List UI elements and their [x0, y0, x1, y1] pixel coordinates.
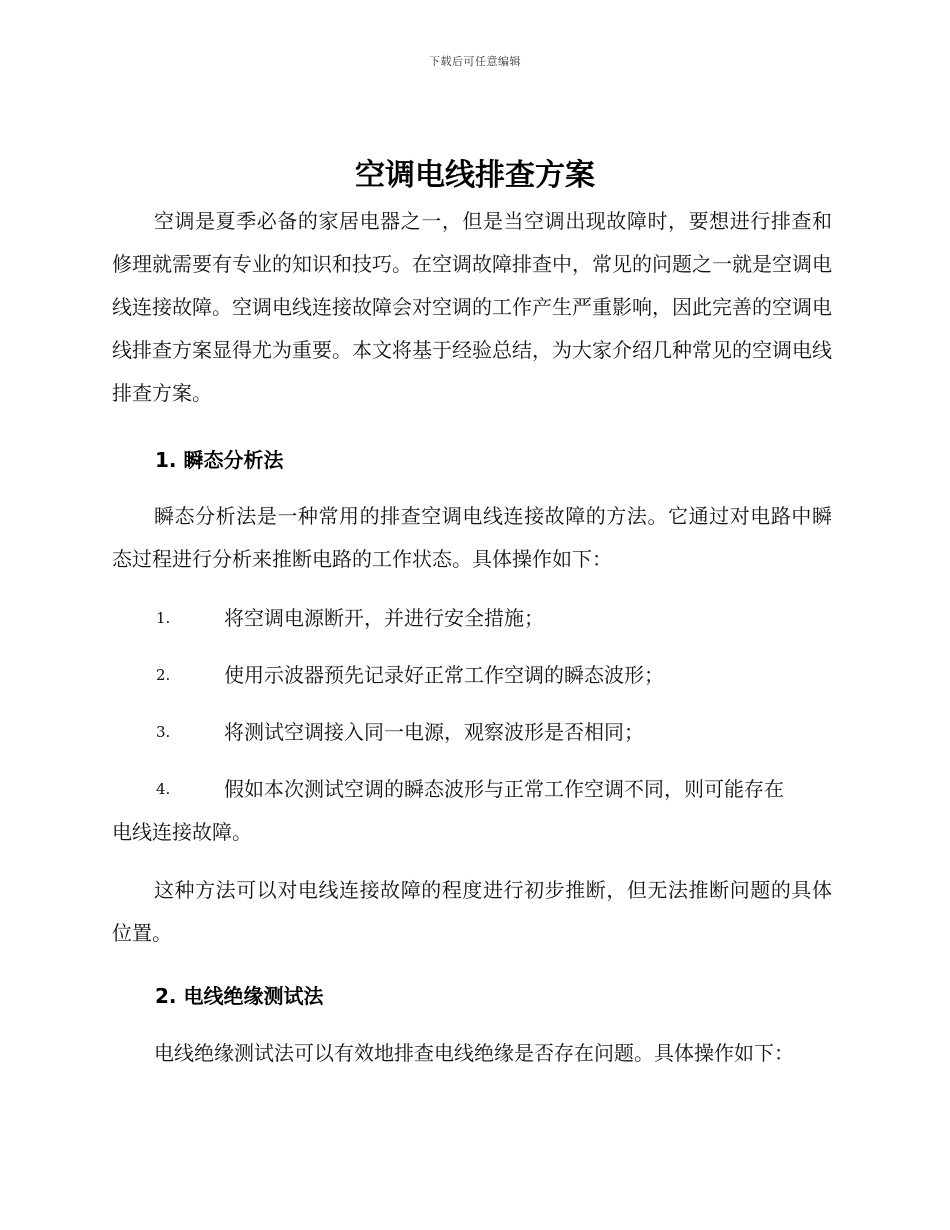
intro-paragraph: 空调是夏季必备的家居电器之一，但是当空调出现故障时，要想进行排查和修理就需要有专业的知识和技巧。在空调故障排查中，常见的问题之一就是空调电线连接故障。空调电线连接故障会对空调的工作产生严重影响，因此完善的空调电线排查方案显得尤为重要。本文将基于经验总结，为大家介绍几种常见的空调电线排查方案。 [112, 209, 832, 405]
transient-analysis-paragraph: 瞬态分析法是一种常用的排查空调电线连接故障的方法。它通过对电路中瞬态过程进行分析来推断电路的工作状态。具体操作如下： [112, 504, 832, 571]
list-item [112, 597, 832, 640]
section-heading-insulation-test: 2. 电线绝缘测试法 [155, 984, 324, 1008]
list-item-text: 将测试空调接入同一电源，观察波形是否相同； [224, 720, 644, 744]
list-item [112, 768, 832, 854]
list-number: 2. [156, 666, 171, 684]
list-number: 1. [156, 609, 171, 627]
section-heading-transient-analysis: 1. 瞬态分析法 [155, 448, 284, 472]
transient-analysis-conclusion: 这种方法可以对电线连接故障的程度进行初步推断，但无法推断问题的具体位置。 [112, 878, 832, 945]
list-item-text: 使用示波器预先记录好正常工作空调的瞬态波形； [224, 663, 664, 687]
insulation-test-paragraph: 电线绝缘测试法可以有效地排查电线绝缘是否存在问题。具体操作如下： [154, 1041, 794, 1065]
list-item-text-line2: 电线连接故障。 [112, 820, 252, 844]
list-item [112, 654, 832, 697]
list-number: 4. [156, 780, 171, 798]
page-header: 下载后可任意编辑 [429, 55, 521, 68]
document-title: 空调电线排查方案 [355, 158, 595, 193]
list-number: 3. [156, 723, 171, 741]
list-item-text: 将空调电源断开，并进行安全措施； [224, 606, 544, 630]
list-item [112, 711, 832, 754]
list-item-text-line1: 假如本次测试空调的瞬态波形与正常工作空调不同，则可能存在 [224, 777, 784, 801]
